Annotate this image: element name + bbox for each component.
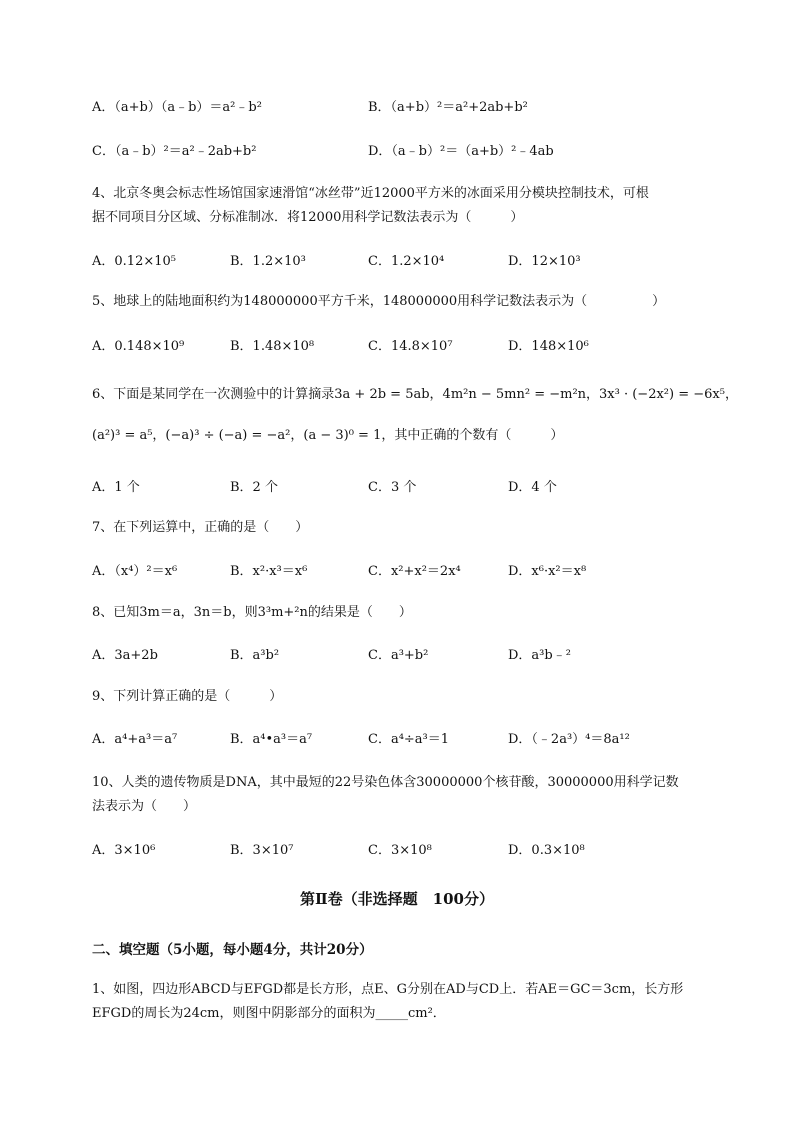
q4-stem-line1: 4、北京冬奥会标志性场馆国家速滑馆“冰丝带”近12000平方米的冰面采用分模块控制技术，可根 bbox=[92, 186, 649, 201]
q6-option-b: B．2 个 bbox=[230, 480, 278, 495]
fill-q1-line2: EFGD的周长为24cm，则图中阴影部分的面积为_____cm²． bbox=[92, 1006, 446, 1021]
q5-option-b: B．1.48×10⁸ bbox=[230, 339, 315, 354]
q5-stem: 5、地球上的陆地面积约为148000000平方千米，148000000用科学记数法表示为（ ） bbox=[92, 294, 666, 309]
q4-option-b: B．1.2×10³ bbox=[230, 254, 306, 269]
q4-option-a: A．0.12×10⁵ bbox=[92, 254, 176, 269]
q9-option-b: B．a⁴•a³＝a⁷ bbox=[230, 732, 313, 747]
q9-option-a: A．a⁴+a³＝a⁷ bbox=[92, 732, 178, 747]
q5-option-a: A．0.148×10⁹ bbox=[92, 339, 185, 354]
q7-stem: 7、在下列运算中，正确的是（ ） bbox=[92, 520, 309, 535]
q4-option-c: C．1.2×10⁴ bbox=[368, 254, 445, 269]
q10-stem-line2: 法表示为（ ） bbox=[92, 799, 197, 814]
q6-option-a: A．1 个 bbox=[92, 480, 140, 495]
q10-stem-line1: 10、人类的遗传物质是DNA，其中最短的22号染色体含30000000个核苷酸，30000000用科学记数 bbox=[92, 775, 679, 790]
q4-option-d: D．12×10³ bbox=[508, 254, 581, 269]
q8-option-d: D．a³b﹣² bbox=[508, 648, 571, 663]
q7-option-b: B．x²·x³＝x⁶ bbox=[230, 564, 308, 579]
fill-in-part-title: 二、填空题（5小题，每小题4分，共计20分） bbox=[92, 942, 373, 958]
q10-option-b: B．3×10⁷ bbox=[230, 843, 294, 858]
q3-option-d: D．（a﹣b）²＝（a+b）²﹣4ab bbox=[368, 144, 554, 159]
q8-option-a: A．3a+2b bbox=[92, 648, 158, 663]
q7-option-d: D．x⁶·x²＝x⁸ bbox=[508, 564, 587, 579]
q10-option-d: D．0.3×10⁸ bbox=[508, 843, 585, 858]
q6-stem-line2: (a²)³ = a⁵，(−a)³ ÷ (−a) = −a²，(a − 3)⁰ = 1，其中正确的个数有（ ） bbox=[92, 428, 564, 443]
q9-option-c: C．a⁴÷a³＝1 bbox=[368, 732, 450, 747]
q9-stem: 9、下列计算正确的是（ ） bbox=[92, 689, 283, 704]
q7-option-a: A．（x⁴）²＝x⁶ bbox=[92, 564, 178, 579]
q3-option-a: A．（a+b）（a﹣b）＝a²﹣b² bbox=[92, 100, 262, 115]
q5-option-c: C．14.8×10⁷ bbox=[368, 339, 453, 354]
q3-option-c: C．（a﹣b）²＝a²﹣2ab+b² bbox=[92, 144, 257, 159]
q10-option-a: A．3×10⁶ bbox=[92, 843, 156, 858]
q6-stem-line1: 6、下面是某同学在一次测验中的计算摘录3a + 2b = 5ab，4m²n − 5mn² = −m²n，3x³ · (−2x²) = −6x⁵， bbox=[92, 387, 738, 402]
q3-option-b: B．（a+b）²＝a²+2ab+b² bbox=[368, 100, 528, 115]
q8-option-b: B．a³b² bbox=[230, 648, 280, 663]
q5-option-d: D．148×10⁶ bbox=[508, 339, 589, 354]
q8-option-c: C．a³+b² bbox=[368, 648, 429, 663]
q4-stem-line2: 据不同项目分区域、分标准制冰．将12000用科学记数法表示为（ ） bbox=[92, 210, 524, 225]
q7-option-c: C．x²+x²＝2x⁴ bbox=[368, 564, 461, 579]
q8-stem: 8、已知3m＝a，3n＝b，则3³m+²n的结果是（ ） bbox=[92, 605, 412, 620]
fill-q1-line1: 1、如图，四边形ABCD与EFGD都是长方形，点E、G分别在AD与CD上．若AE＝GC＝3cm，长方形 bbox=[92, 982, 684, 997]
q9-option-d: D．（﹣2a³）⁴＝8a¹² bbox=[508, 732, 630, 747]
q6-option-c: C．3 个 bbox=[368, 480, 417, 495]
q6-option-d: D．4 个 bbox=[508, 480, 557, 495]
section-2-title: 第Ⅱ卷（非选择题 100分） bbox=[300, 890, 494, 908]
q10-option-c: C．3×10⁸ bbox=[368, 843, 432, 858]
